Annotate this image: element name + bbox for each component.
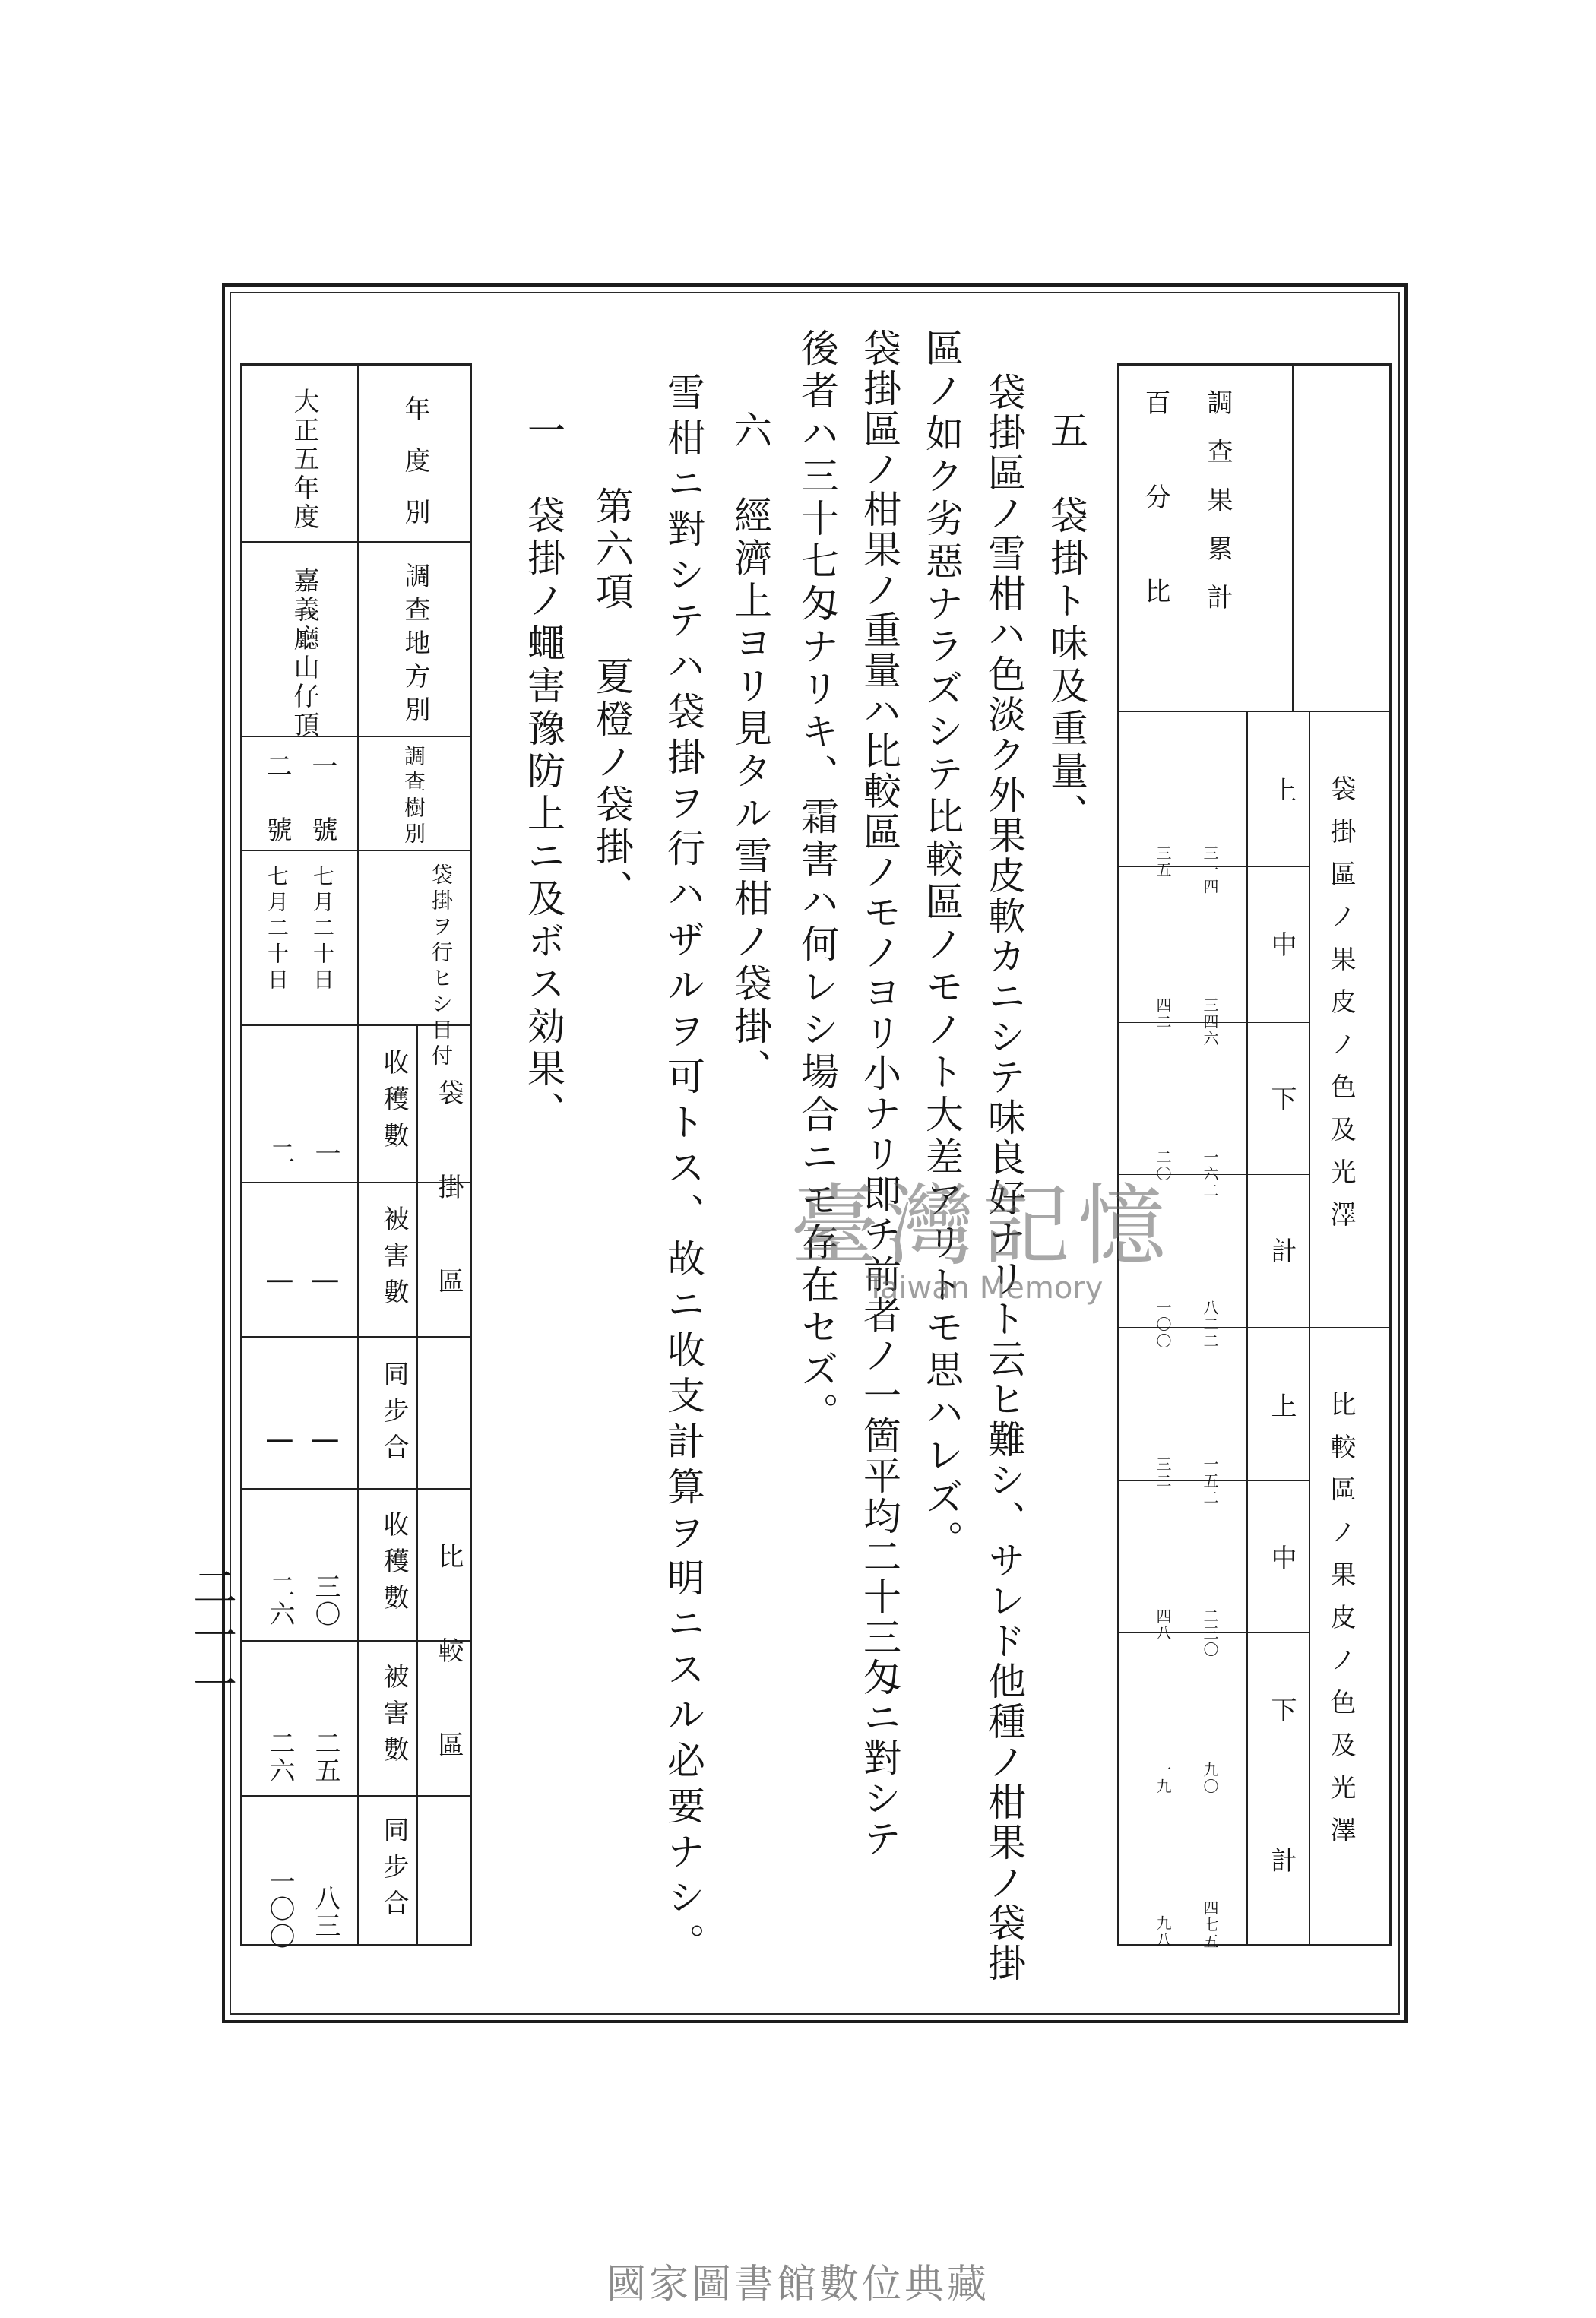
- bag-percent-middle: 四二: [1154, 997, 1172, 1031]
- cmp-yield-header: 收穫數: [378, 1511, 409, 1620]
- body-line-1: 袋掛區ノ雪柑ハ色淡ク外果皮軟カニシテ味良好ナリト云ヒ難シ、サレド他種ノ柑果ノ袋掛: [982, 372, 1026, 1984]
- section-6-heading: 六 經濟上ヨリ見タル雪柑ノ袋掛、: [728, 410, 772, 1091]
- cmp-ratio-header: 同步合: [378, 1816, 409, 1926]
- bag-total-middle: 三四六: [1201, 997, 1219, 1047]
- bag-grade-lower: 下: [1266, 1085, 1297, 1122]
- cmp-grade-upper: 上: [1266, 1392, 1297, 1429]
- body-line-2: 區ノ如ク劣惡ナラズシテ比較區ノモノト大差アリトモ思ハレズ。: [920, 328, 964, 1563]
- compare-area-color-header: 比較區ノ果皮ノ色及光澤: [1325, 1391, 1356, 1859]
- bag-grade-total: 計: [1266, 1237, 1297, 1274]
- cmp-total-middle: 二三〇: [1201, 1608, 1219, 1658]
- cmp-percent-upper: 三二: [1154, 1456, 1172, 1490]
- bag-total-sum: 八二二: [1201, 1300, 1219, 1350]
- date-2: 七月二十日: [264, 865, 290, 994]
- tree-2: 二號: [261, 752, 292, 880]
- bag-ratio-1: |: [312, 1436, 342, 1456]
- cumulative-total-label: 調查果累計: [1202, 389, 1233, 632]
- cmp-ratio-2: 一〇〇: [264, 1868, 295, 1950]
- watermark-logo: 臺灣記憶: [790, 1175, 1173, 1278]
- section-6-text: 雪柑ニ對シテハ袋掛ヲ行ハザルヲ可トス、故ニ收支計算ヲ明ニスル必要ナシ。: [661, 372, 705, 1968]
- cmp-grade-total: 計: [1266, 1847, 1297, 1883]
- cmp-percent-sum: 九八: [1154, 1915, 1172, 1949]
- section-5-heading: 五 袋掛ト味及重量、: [1044, 410, 1088, 836]
- cmp-yield-1: 三〇: [310, 1573, 340, 1628]
- bag-yield-1: 一: [310, 1140, 340, 1176]
- bag-damage-header: 被害數: [378, 1205, 409, 1315]
- percent-label: 百分比: [1140, 389, 1170, 672]
- year-value: 大正五年度: [289, 388, 319, 532]
- bag-percent-upper: 三五: [1154, 845, 1172, 879]
- header-tree: 調查樹別: [401, 745, 426, 848]
- item-6-heading: 第六項 夏橙ノ袋掛、: [590, 486, 634, 912]
- item-1-heading: 一 袋掛ノ蠅害豫防上ニ及ボス効果、: [521, 410, 565, 1134]
- bag-yield-header: 收穫數: [378, 1049, 409, 1158]
- page-number: 二一一: [185, 1564, 237, 1710]
- archive-footer: 國家圖書館數位典藏: [606, 2262, 990, 2307]
- cmp-total-sum: 四七五: [1201, 1900, 1219, 1950]
- bag-percent-sum: 一〇〇: [1154, 1300, 1172, 1350]
- bag-percent-lower: 二〇: [1154, 1149, 1172, 1183]
- header-year: 年度別: [400, 395, 430, 550]
- cmp-grade-middle: 中: [1266, 1544, 1297, 1581]
- bag-area-color-header: 袋掛區ノ果皮ノ色及光澤: [1325, 775, 1356, 1243]
- cmp-grade-lower: 下: [1266, 1696, 1297, 1733]
- bag-total-lower: 一六二: [1201, 1149, 1219, 1199]
- bag-total-upper: 三一四: [1201, 845, 1219, 895]
- cmp-percent-lower: 一九: [1154, 1762, 1172, 1795]
- bag-grade-upper: 上: [1266, 777, 1297, 813]
- bag-ratio-header: 同步合: [378, 1360, 409, 1470]
- header-compare-area: 比較區: [433, 1543, 464, 1826]
- cmp-damage-2: 二六: [264, 1730, 295, 1784]
- cmp-total-lower: 九〇: [1201, 1762, 1219, 1795]
- watermark-subtitle: Taiwan Memory: [866, 1271, 1104, 1306]
- date-1: 七月二十日: [310, 865, 335, 994]
- bag-damage-2: |: [266, 1277, 296, 1297]
- body-line-3: 袋掛區ノ柑果ノ重量ハ比較區ノモノヨリ小ナリ即チ前者ノ一箇平均二十三匁ニ對シテ: [857, 328, 901, 1859]
- cmp-yield-2: 二六: [264, 1573, 295, 1628]
- cmp-ratio-1: 八三: [310, 1885, 340, 1940]
- header-place: 調查地方別: [400, 562, 430, 730]
- bag-ratio-2: |: [266, 1436, 296, 1456]
- tree-1: 一號: [307, 752, 337, 880]
- bag-yield-2: 二: [264, 1140, 295, 1176]
- body-line-4: 後者ハ三十七匁ナリキ、霜害ハ何レシ場合ニモ存在セズ。: [795, 328, 839, 1435]
- header-bag-area: 袋掛區: [433, 1079, 464, 1362]
- cmp-damage-1: 二五: [310, 1730, 340, 1784]
- bag-grade-middle: 中: [1266, 931, 1297, 967]
- place-value: 嘉義廳山仔頂: [289, 567, 319, 740]
- cmp-total-upper: 一五二: [1201, 1456, 1219, 1506]
- cmp-damage-header: 被害數: [378, 1663, 409, 1772]
- cmp-percent-middle: 四八: [1154, 1608, 1172, 1642]
- bag-damage-1: |: [312, 1277, 342, 1297]
